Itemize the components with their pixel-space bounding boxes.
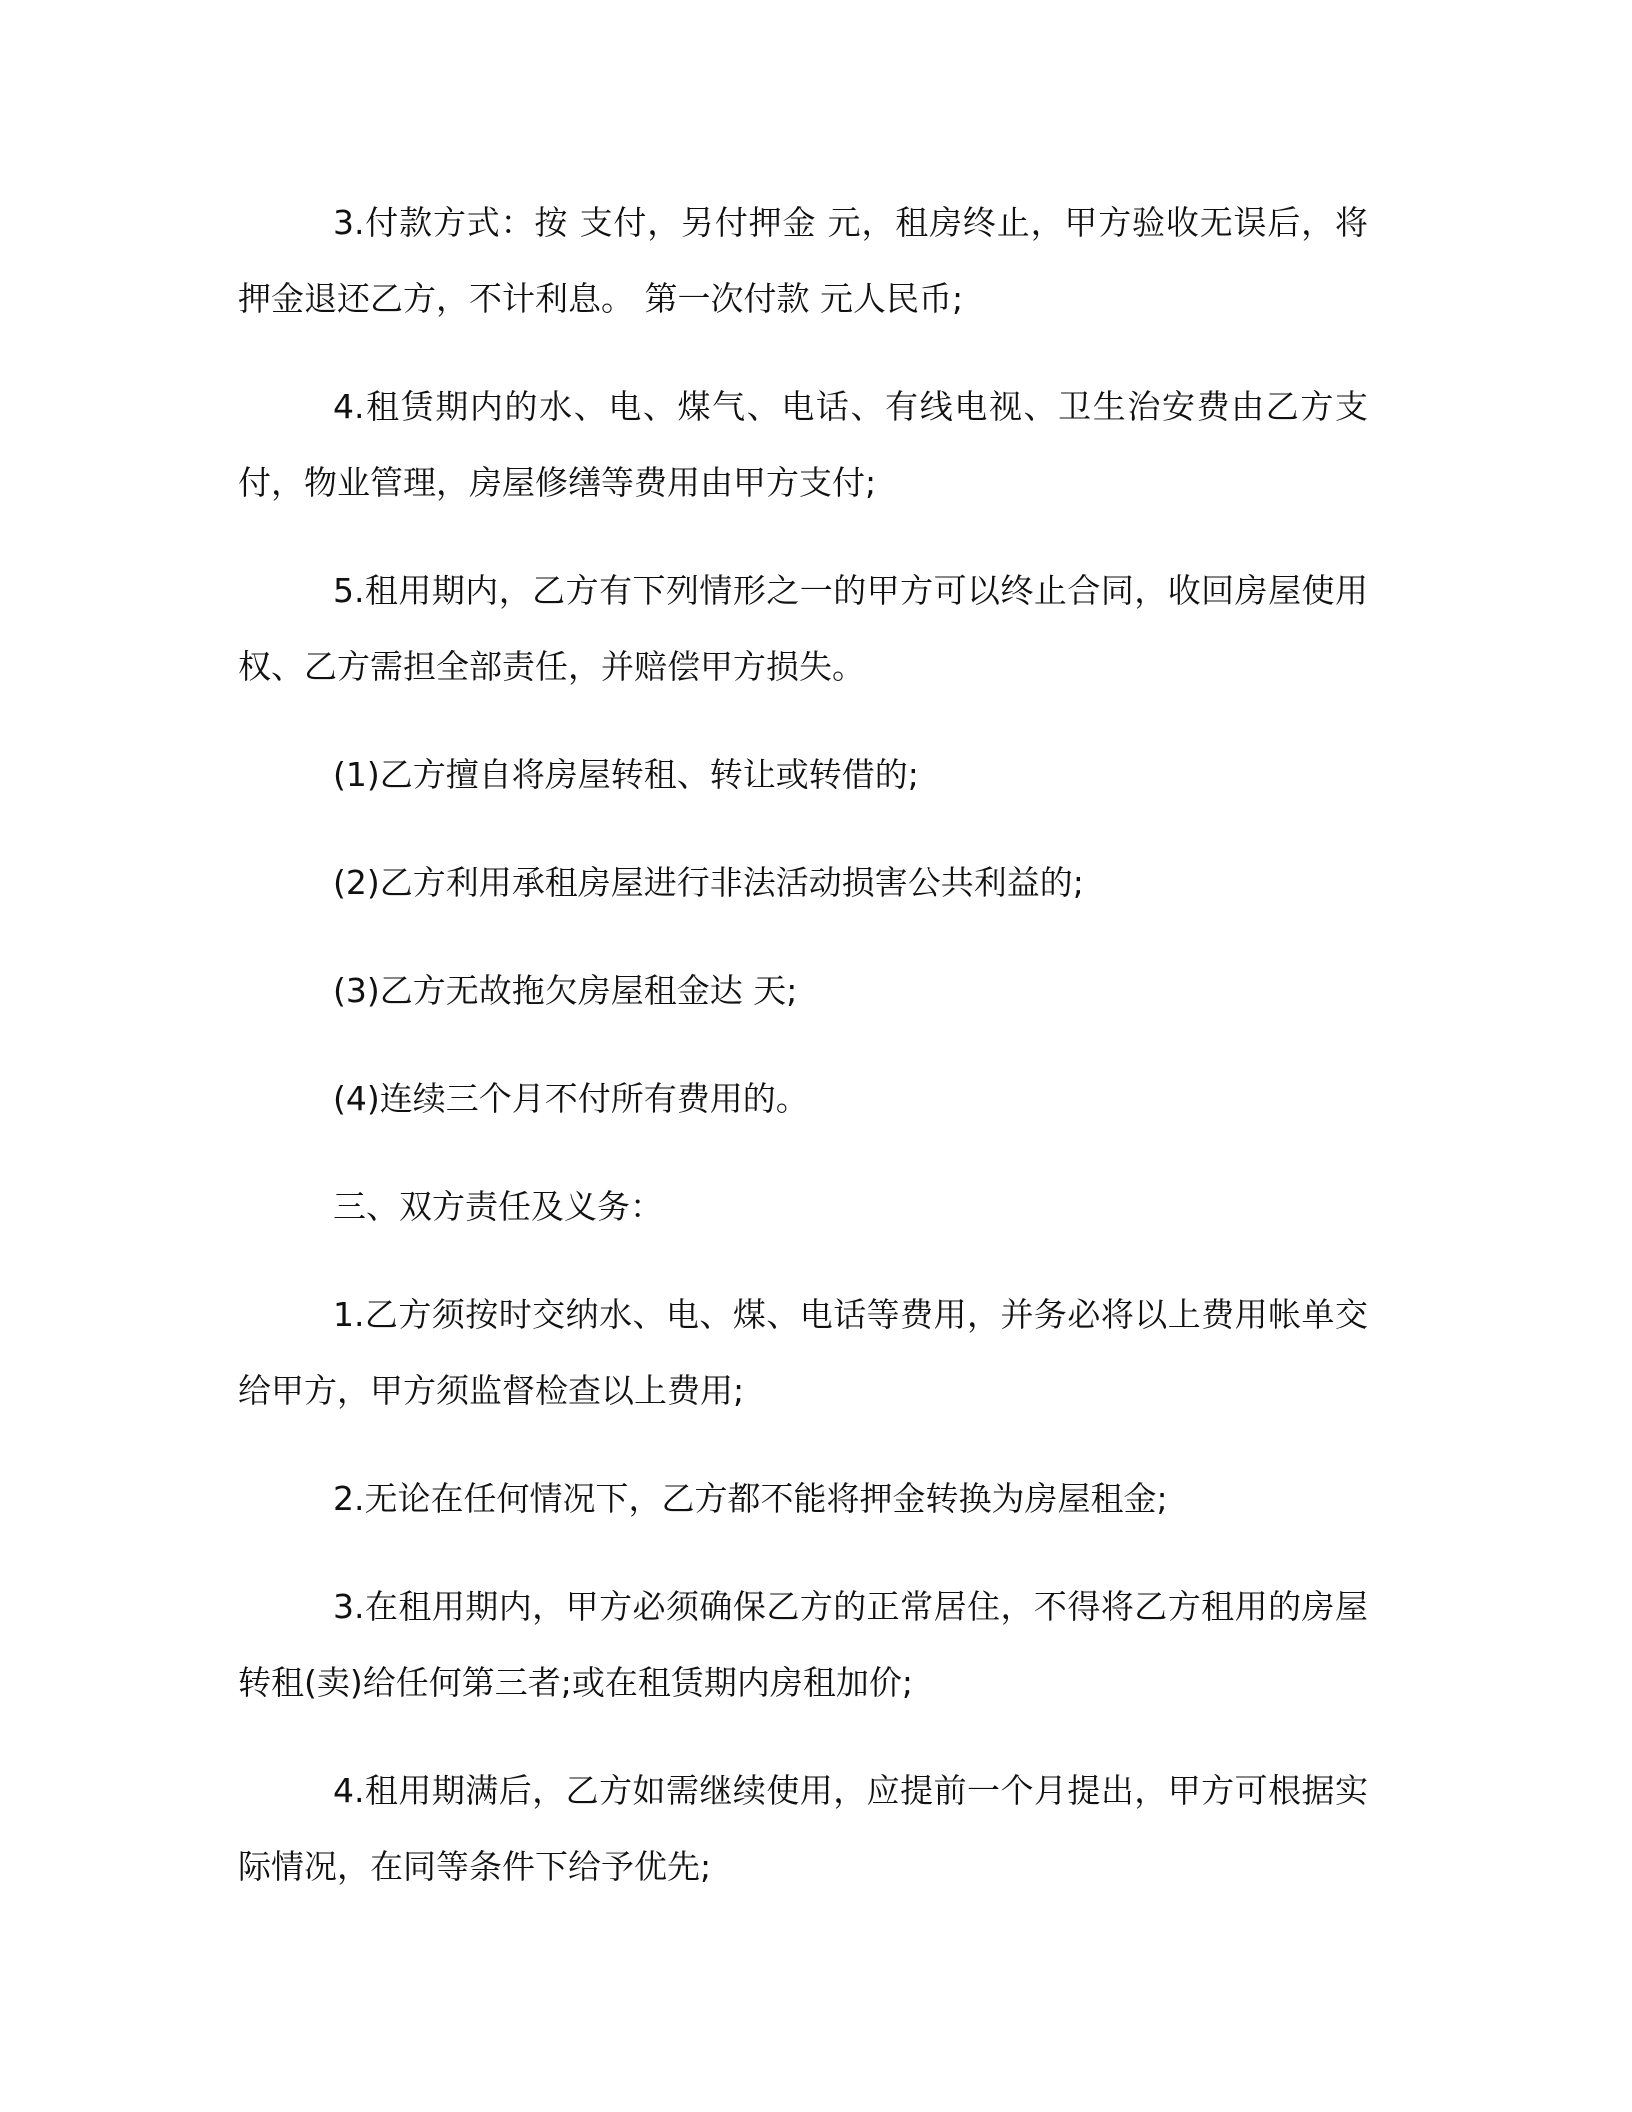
duty-1-fees: 1.乙方须按时交纳水、电、煤、电话等费用，并务必将以上费用帐单交给甲方，甲方须监督检查以上费用; xyxy=(238,1295,1368,1410)
termination-item-1: (1)乙方擅自将房屋转租、转让或转借的; xyxy=(333,755,919,794)
duty-2-deposit: 2.无论在任何情况下，乙方都不能将押金转换为房屋租金; xyxy=(333,1479,1168,1518)
document-body xyxy=(238,185,1368,1937)
termination-item-3: (3)乙方无故拖欠房屋租金达 天; xyxy=(333,971,798,1010)
duty-4-renewal: 4.租用期满后，乙方如需继续使用，应提前一个月提出，甲方可根据实际情况，在同等条件下给予优先; xyxy=(238,1771,1368,1886)
termination-item-2: (2)乙方利用承租房屋进行非法活动损害公共利益的; xyxy=(333,863,1084,902)
duty-3-residence: 3.在租用期内，甲方必须确保乙方的正常居住，不得将乙方租用的房屋转租(卖)给任何第三者;或在租赁期内房租加价; xyxy=(238,1587,1368,1702)
clause-3-payment-method: 3.付款方式：按 支付，另付押金 元，租房终止，甲方验收无误后，将押金退还乙方，不计利息。 第一次付款 元人民币; xyxy=(238,203,1368,318)
clause-4-utilities: 4.租赁期内的水、电、煤气、电话、有线电视、卫生治安费由乙方支付，物业管理，房屋修缮等费用由甲方支付; xyxy=(238,387,1368,502)
clause-5-termination: 5.租用期内，乙方有下列情形之一的甲方可以终止合同，收回房屋使用权、乙方需担全部责任，并赔偿甲方损失。 xyxy=(238,571,1368,686)
termination-item-4: (4)连续三个月不付所有费用的。 xyxy=(333,1079,809,1118)
section-heading-responsibilities: 三、双方责任及义务： xyxy=(333,1187,663,1226)
